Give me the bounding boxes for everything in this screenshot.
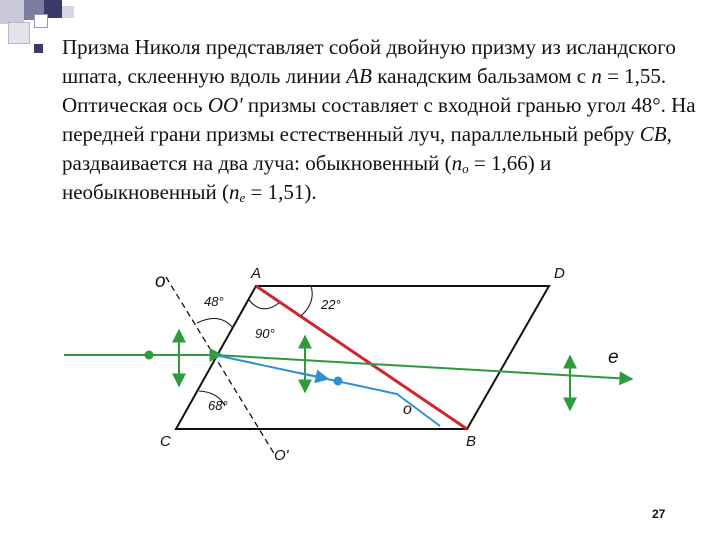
paragraph-segment: e [239, 190, 246, 205]
paragraph-segment: СВ, [639, 122, 672, 146]
paragraph-segment: o [462, 161, 469, 176]
paragraph-segment: n [451, 151, 463, 175]
paragraph-segment: раздваивается на два луча: обыкновенный ( [62, 151, 452, 175]
angle-label-68: 68° [208, 398, 228, 413]
angle-label-90: 90° [255, 326, 275, 341]
ordinary-ray-dot [334, 377, 343, 386]
paragraph-segment: АВ [346, 64, 372, 88]
angle-arc-22 [301, 286, 312, 316]
paragraph-segment: Призма Николя представляет собой двойную призму из исландского шпата, склеенную вдоль линии [62, 35, 676, 88]
nicol-prism-diagram [0, 250, 720, 470]
axis-label-top: o [155, 271, 166, 292]
vertex-label-d: D [554, 265, 565, 282]
page-number: 27 [652, 507, 666, 521]
interface-line-ab [256, 286, 467, 429]
paragraph-segment: ОО' [207, 93, 243, 117]
angle-label-22: 22° [321, 297, 341, 312]
bullet-square-icon [34, 44, 43, 53]
vertex-label-b: B [466, 433, 477, 450]
vertex-label-c: C [160, 433, 171, 450]
paragraph-segment: n [591, 64, 602, 88]
paragraph-segment: канадским бальзамом с [371, 64, 592, 88]
ray-label-e: e [608, 347, 619, 368]
polarization-dot [145, 351, 154, 360]
angle-label-48: 48° [204, 294, 224, 309]
angle-arc-90 [249, 300, 279, 309]
axis-label-bottom: O' [274, 447, 289, 464]
paragraph-segment: = 1,66) и необыкновенный ( [62, 151, 552, 204]
paragraph-segment: призмы составляет с входной гранью угол 48°. На передней грани призмы естественный луч, параллельный ребру [62, 93, 696, 146]
paragraph-segment: = 1,51). [245, 180, 317, 204]
paragraph-segment: = 1,55. Оптическая ось [62, 64, 667, 117]
ray-label-o: o [403, 401, 412, 418]
paragraph-segment: n [228, 180, 240, 204]
angle-arc-48 [197, 319, 233, 328]
bullet-paragraph [62, 33, 702, 207]
vertex-label-a: A [251, 265, 262, 282]
